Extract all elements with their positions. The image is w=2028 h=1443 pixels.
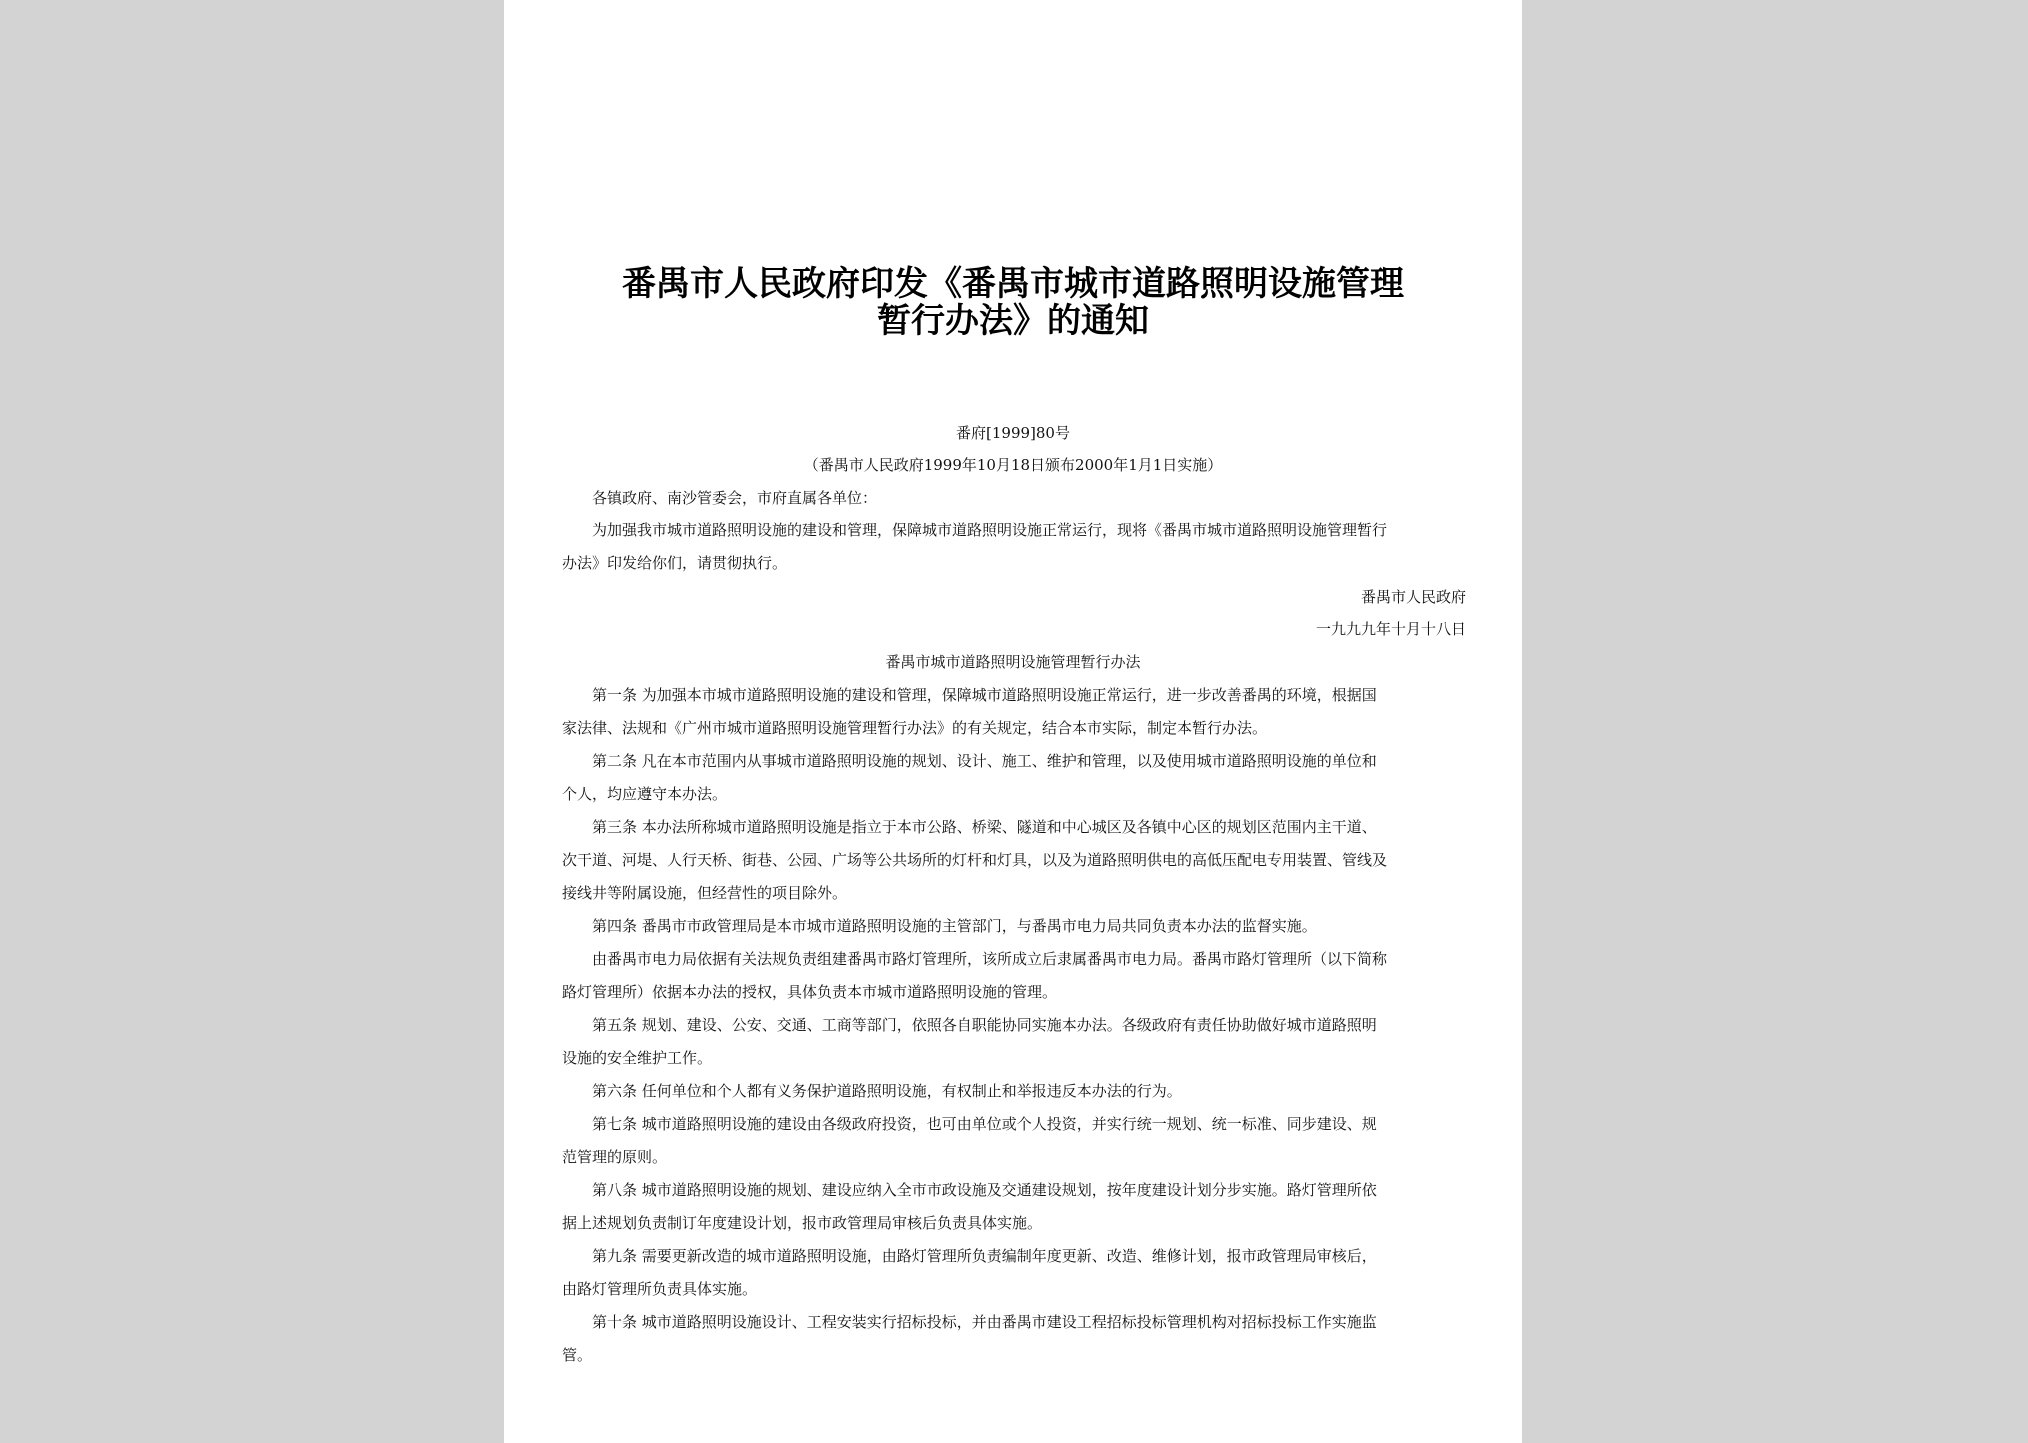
article-line: 第九条 需要更新改造的城市道路照明设施，由路灯管理所负责编制年度更新、改造、维修计划，报市政管理局审核后， <box>592 1247 1377 1265</box>
regulation-title: 番禺市城市道路照明设施管理暂行办法 <box>885 653 1141 671</box>
article-line: 管。 <box>562 1346 593 1364</box>
article-line: 第四条 番禺市市政管理局是本市城市道路照明设施的主管部门，与番禺市电力局共同负责本办法的监督实施。 <box>592 917 1317 935</box>
article-line: 路灯管理所）依据本办法的授权，具体负责本市城市道路照明设施的管理。 <box>562 983 1058 1001</box>
addressee: 各镇政府、南沙管委会，市府直属各单位： <box>592 489 878 507</box>
article-line: 第六条 任何单位和个人都有义务保护道路照明设施，有权制止和举报违反本办法的行为。 <box>592 1082 1182 1100</box>
article-line: 家法律、法规和《广州市城市道路照明设施管理暂行办法》的有关规定，结合本市实际，制定本暂行办法。 <box>562 719 1268 737</box>
issue-note: （番禺市人民政府1999年10月18日颁布2000年1月1日实施） <box>803 456 1223 474</box>
document-number: 番府[1999]80号 <box>956 424 1070 442</box>
article-line: 个人，均应遵守本办法。 <box>562 785 728 803</box>
article-line: 第八条 城市道路照明设施的规划、建设应纳入全市市政设施及交通建设规划，按年度建设计划分步实施。路灯管理所依 <box>592 1181 1377 1199</box>
intro-paragraph-line: 为加强我市城市道路照明设施的建设和管理，保障城市道路照明设施正常运行，现将《番禺市城市道路照明设施管理暂行 <box>592 521 1388 539</box>
article-line: 第五条 规划、建设、公安、交通、工商等部门，依照各自职能协同实施本办法。各级政府有责任协助做好城市道路照明 <box>592 1016 1377 1034</box>
article-line: 次干道、河堤、人行天桥、街巷、公园、广场等公共场所的灯杆和灯具，以及为道路照明供电的高低压配电专用装置、管线及 <box>562 851 1388 869</box>
signatory: 番禺市人民政府 <box>1360 588 1466 606</box>
document-title-line-2: 暂行办法》的通知 <box>877 301 1149 341</box>
sign-date: 一九九九年十月十八日 <box>1315 620 1466 638</box>
article-line: 第三条 本办法所称城市道路照明设施是指立于本市公路、桥梁、隧道和中心城区及各镇中心区的规划区范围内主干道、 <box>592 818 1377 836</box>
article-line: 据上述规划负责制订年度建设计划，报市政管理局审核后负责具体实施。 <box>562 1214 1043 1232</box>
article-line: 接线井等附属设施，但经营性的项目除外。 <box>562 884 848 902</box>
article-line: 第十条 城市道路照明设施设计、工程安装实行招标投标，并由番禺市建设工程招标投标管理机构对招标投标工作实施监 <box>592 1313 1377 1331</box>
article-line: 由番禺市电力局依据有关法规负责组建番禺市路灯管理所，该所成立后隶属番禺市电力局。番禺市路灯管理所（以下简称 <box>592 950 1388 968</box>
document-page <box>504 0 1522 1443</box>
article-line: 由路灯管理所负责具体实施。 <box>562 1280 758 1298</box>
article-line: 第七条 城市道路照明设施的建设由各级政府投资，也可由单位或个人投资，并实行统一规划、统一标准、同步建设、规 <box>592 1115 1377 1133</box>
article-line: 设施的安全维护工作。 <box>562 1049 713 1067</box>
document-title-line-1: 番禺市人民政府印发《番禺市城市道路照明设施管理 <box>622 264 1404 304</box>
article-line: 第二条 凡在本市范围内从事城市道路照明设施的规划、设计、施工、维护和管理，以及使用城市道路照明设施的单位和 <box>592 752 1377 770</box>
intro-paragraph-line: 办法》印发给你们，请贯彻执行。 <box>562 554 788 572</box>
article-line: 范管理的原则。 <box>562 1148 668 1166</box>
article-line: 第一条 为加强本市城市道路照明设施的建设和管理，保障城市道路照明设施正常运行，进一步改善番禺的环境，根据国 <box>592 686 1377 704</box>
